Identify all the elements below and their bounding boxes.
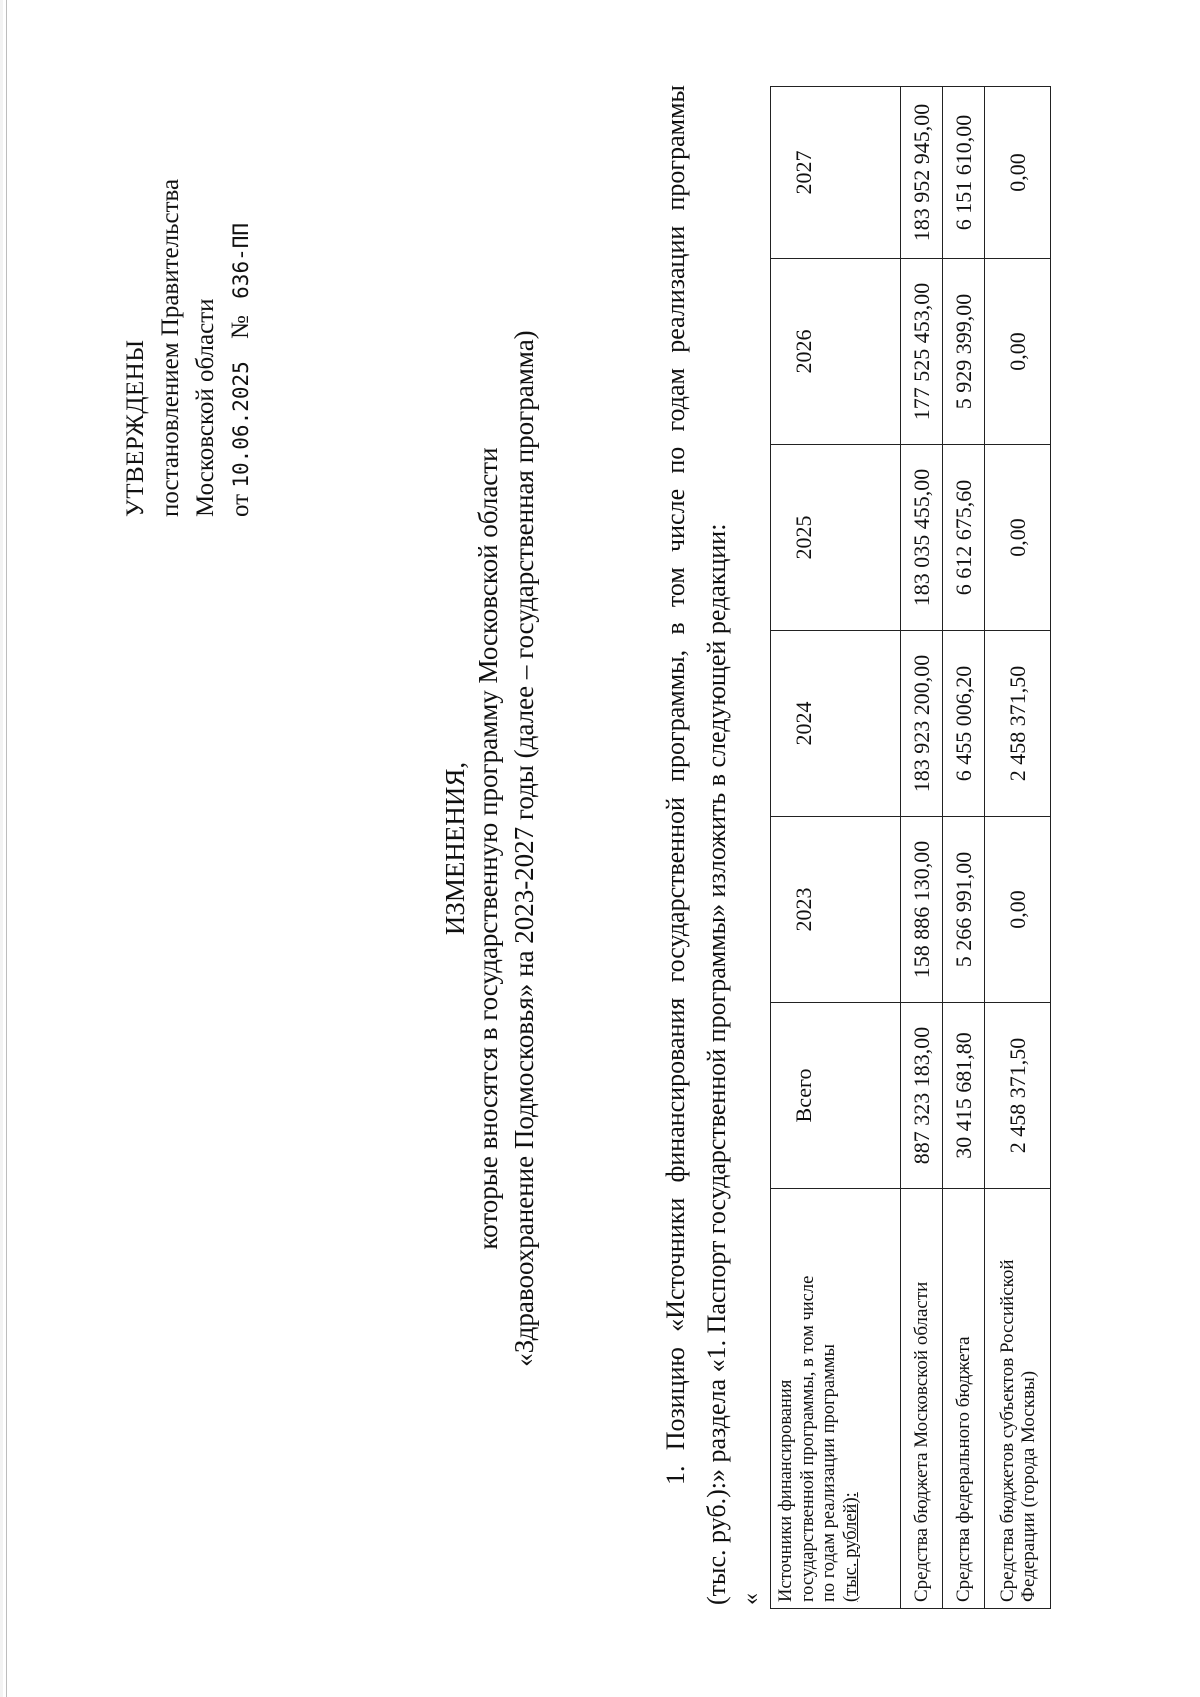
- header-year-2027: 2027: [771, 87, 901, 259]
- cell-2025: 0,00: [985, 445, 1051, 631]
- approval-number: 636-ПП: [229, 222, 253, 299]
- cell-2023: 0,00: [985, 817, 1051, 1003]
- cell-2025: 6 612 675,60: [943, 445, 985, 631]
- paragraph-line-1: 1. Позицию «Источники финансирования государственной программы, в том числе по годам реализации программы: [661, 85, 690, 1485]
- cell-2027: 183 952 945,00: [901, 87, 943, 259]
- cell-2026: 5 929 399,00: [943, 259, 985, 445]
- paragraph-line-2: (тыс. руб.):» раздела «1. Паспорт государственной программы» изложить в следующей редакции:: [702, 523, 731, 1605]
- cell-2026: 177 525 453,00: [901, 259, 943, 445]
- cell-2023: 5 266 991,00: [943, 817, 985, 1003]
- cell-2026: 0,00: [985, 259, 1051, 445]
- cell-2023: 158 886 130,00: [901, 817, 943, 1003]
- header-year-2023: 2023: [771, 817, 901, 1003]
- heading-title: ИЗМЕНЕНИЯ,: [440, 761, 470, 936]
- row-source: Средства федерального бюджета: [943, 1189, 985, 1609]
- cell-total: 887 323 183,00: [901, 1003, 943, 1189]
- header-total: Всего: [771, 1003, 901, 1189]
- cell-2027: 0,00: [985, 87, 1051, 259]
- approval-line-3: Московской области: [192, 298, 219, 517]
- amendment-paragraph: [655, 85, 737, 1605]
- header-sources-line-1: Источники финансирования: [776, 1379, 796, 1602]
- header-sources-line-2: государственной программы, в том числе: [797, 1275, 818, 1602]
- cell-2024: 6 455 006,20: [943, 631, 985, 817]
- table-row: [901, 87, 943, 1609]
- cell-2027: 6 151 610,00: [943, 87, 985, 259]
- approval-date-prefix: от: [227, 493, 254, 517]
- approval-stamp: [118, 179, 259, 517]
- approval-number-sign: №: [227, 315, 254, 339]
- approval-date: 10.06.2025: [229, 361, 253, 488]
- table-header-row: [771, 87, 901, 1609]
- cell-total: 30 415 681,80: [943, 1003, 985, 1189]
- cell-2025: 183 035 455,00: [901, 445, 943, 631]
- approval-title: УТВЕРЖДЕНЫ: [122, 339, 149, 517]
- heading-line-2: которые вносятся в государственную программу Московской области: [473, 447, 503, 1250]
- header-sources-line-4: (тыс. рублей):: [840, 1492, 861, 1602]
- approval-line-2: постановлением Правительства: [157, 178, 184, 517]
- table-row: [943, 87, 985, 1609]
- cell-2024: 2 458 371,50: [985, 631, 1051, 817]
- row-source: Средства бюджетов субъектов Российской Федерации (города Москвы): [985, 1189, 1051, 1609]
- table-row: [985, 87, 1051, 1609]
- header-year-2025: 2025: [771, 445, 901, 631]
- cell-2024: 183 923 200,00: [901, 631, 943, 817]
- approval-date-line: [223, 179, 259, 517]
- cell-total: 2 458 371,50: [985, 1003, 1051, 1189]
- row-source: Средства бюджета Московской области: [901, 1189, 943, 1609]
- header-sources-line-3: по годам реализации программы: [819, 1344, 839, 1602]
- financing-table: [770, 86, 1051, 1609]
- heading-line-3: «Здравоохранение Подмосковья» на 2023-2027 годы (далее – государственная программа): [509, 330, 539, 1367]
- open-quote-mark: «: [738, 1593, 764, 1605]
- header-year-2024: 2024: [771, 631, 901, 817]
- header-year-2026: 2026: [771, 259, 901, 445]
- header-sources-cell: [771, 1189, 901, 1609]
